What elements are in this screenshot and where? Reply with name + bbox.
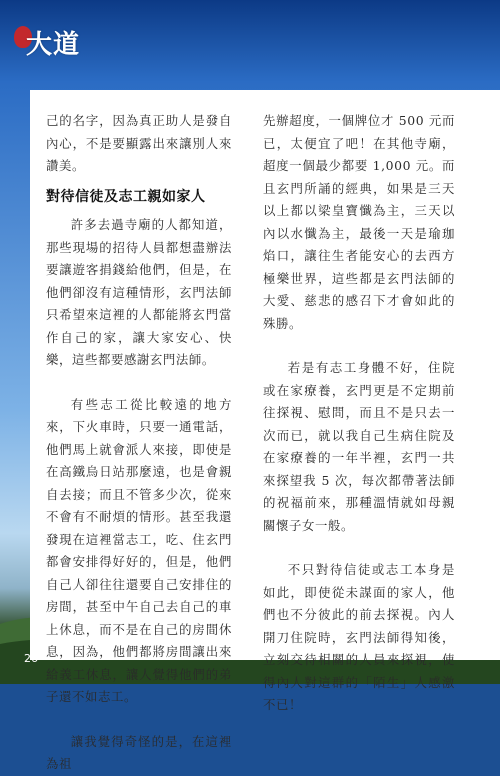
page-number: 26 — [24, 652, 38, 665]
left-column — [46, 110, 232, 776]
brand-logo: 大道 — [26, 30, 81, 60]
right-paragraph-1: 先辦超度，一個牌位才 500 元而已，太便宜了吧！在其他寺廟，超度一個最少都要 1,000 元。而且玄門所誦的經典，如果是三天以上都以梁皇寶懺為主，三天以內以水懺為主，最後一天是瑜珈焰口，讓往生者能安心的去西方極樂世界，這些都是玄門法師的大愛、慈悲的感召下才會如此的殊勝。 — [263, 113, 455, 331]
left-paragraph-3: 讓我覺得奇怪的是，在這裡為祖 — [46, 733, 232, 771]
left-paragraph-2: 有些志工從比較遠的地方來，下火車時，只要一通電話，他們馬上就會派人來接，即使是在高鐵烏日站那麼遠，也是會親自去接；而且不管多少次，從來不會有不耐煩的情形。甚至我還發現在這裡當志工，吃、住玄門都會安排得好好的，但是，他們自己人卻往往還要自己安排住的房間，甚至中午自己去自己的車上休息，而不是在自己的房間休息，因為，他們都將房間讓出來給義工休息，讓人覺得他們的弟子還不如志工。 — [46, 396, 232, 704]
right-column — [263, 110, 455, 717]
right-paragraph-2: 若是有志工身體不好，住院或在家療養，玄門更是不定期前往探視、慰問，而且不是只去一次而已，就以我自己生病住院及在家療養的一年半裡，玄門一共來探望我 5 次，每次都帶著法師的祝福前來，那種溫情就如母親關懷子女一般。 — [263, 360, 455, 533]
left-paragraph-1: 許多去過寺廟的人都知道，那些現場的招待人員都想盡辦法要讓遊客捐錢給他們，但是，在他們卻沒有這種情形，玄門法師只希望來這裡的人都能將玄門當作自己的家，讓大家安心、快樂，這些都要感謝玄門法師。 — [46, 217, 232, 367]
section-heading: 對待信徒及志工親如家人 — [46, 188, 206, 205]
right-paragraph-3: 不只對待信徒或志工本身是如此，即使從未謀面的家人，他們也不分彼此的前去探視。內人開刀住院時，玄門法師得知後，立刻交待相關的人員來探視，使得內人對這群的「陌生」人感激不已！ — [263, 562, 455, 712]
left-intro-paragraph: 己的名字，因為真正助人是發自內心，不是要顯露出來讓別人來讚美。 — [46, 113, 232, 173]
